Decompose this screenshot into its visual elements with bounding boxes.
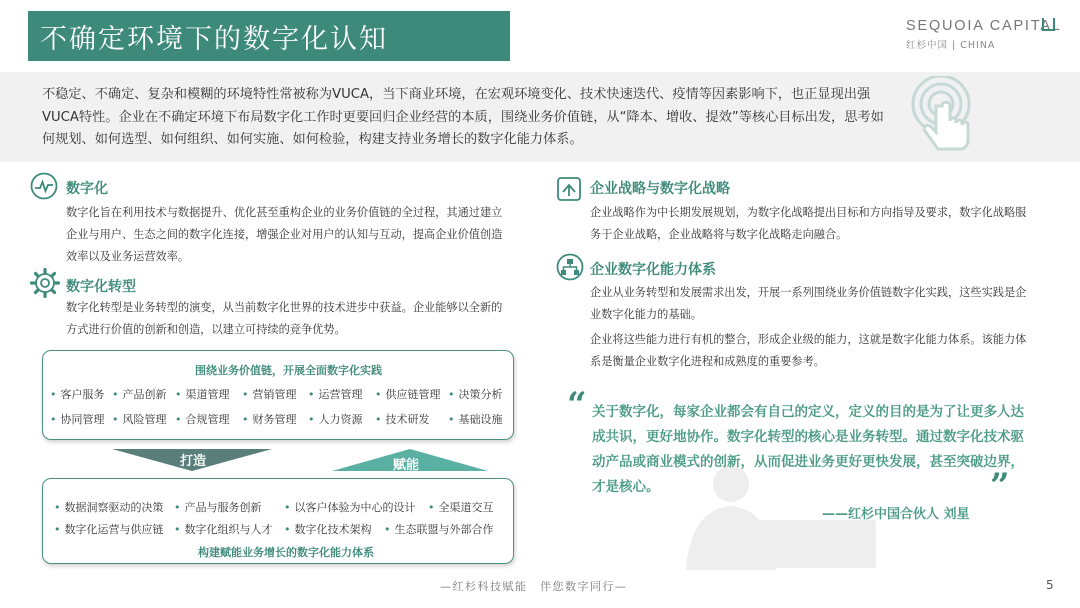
section-body-capability-2: 企业将这些能力进行有机的整合，形成企业级的能力，这就是数字化能力体系。该能力体系是衡量企业数字化进程和成熟度的重要参考。 bbox=[590, 333, 1027, 368]
page-title: 不确定环境下的数字化认知 bbox=[40, 24, 388, 55]
section-body-strategy: 企业战略作为中长期发展规划，为数字化战略提出目标和方向指导及要求，数字化战略服务于企业战略，企业战略将与数字化战略走向融合。 bbox=[590, 206, 1027, 241]
value-chain-tag: • 协同管理 bbox=[50, 411, 105, 427]
capability-tag: • 产品与服务创新 bbox=[174, 499, 262, 515]
section-body-digitization: 数字化旨在利用技术与数据提升、优化甚至重构企业的业务价值链的全过程，其通过建立企业与用户、生态之间的数字化连接，增强企业对用户的认知与互动，提高企业价值创造效率以及业务运营效率。 bbox=[66, 206, 503, 263]
growth-chart-icon bbox=[556, 176, 582, 202]
empower-arrow-label: 赋能 bbox=[393, 458, 420, 473]
value-chain-tag: • 营销管理 bbox=[242, 386, 297, 402]
open-quote-mark: “ bbox=[567, 385, 587, 425]
value-chain-tag: • 供应链管理 bbox=[375, 386, 441, 402]
value-chain-tag: • 运营管理 bbox=[308, 386, 363, 402]
hierarchy-icon bbox=[556, 253, 584, 281]
value-chain-tag: • 决策分析 bbox=[448, 386, 503, 402]
section-title-digitization: 数字化 bbox=[66, 181, 108, 197]
close-quote-mark: ” bbox=[990, 466, 1010, 506]
footer-slogan: —红杉科技赋能 伴您数字同行— bbox=[440, 580, 628, 593]
quote-text: 关于数字化，每家企业都会有自己的定义，定义的目的是为了让更多人达成共识，更好地协作。数字化转型的核心是业务转型。通过数字化技术驱动产品或商业模式的创新，从而促进业务更好更快发展，甚至突破边界，才是核心。 bbox=[592, 404, 1024, 495]
intro-paragraph: 不稳定、不确定、复杂和模糊的环境特性常被称为VUCA，当下商业环境，在宏观环境变化、技术快速迭代、疫情等因素影响下，也正显现出强VUCA特性。企业在不确定环境下布局数字化工作时更要回归企业经营的本质，围绕业务价值链，从“降本、增收、提效”等核心目标出发，思考如何规划、如何选型、如何组织、如何实施、如何检验，构建支持业务增长的数字化能力体系。 bbox=[42, 87, 884, 147]
pulse-chart-icon bbox=[30, 172, 58, 200]
capability-tag: • 全渠道交互 bbox=[428, 499, 494, 515]
section-body-capability-1: 企业从业务转型和发展需求出发，开展一系列围绕业务价值链数字化实践，这些实践是企业数字化能力的基础。 bbox=[590, 286, 1027, 321]
value-chain-tag: • 产品创新 bbox=[112, 386, 167, 402]
section-title-capability: 企业数字化能力体系 bbox=[590, 262, 716, 278]
value-chain-tag: • 风险管理 bbox=[112, 411, 167, 427]
capability-tag: • 数据洞察驱动的决策 bbox=[54, 499, 164, 515]
quote-author: ——红杉中国合伙人 刘星 bbox=[822, 507, 970, 522]
brand-mark-icon bbox=[1042, 18, 1055, 31]
value-chain-tag: • 合规管理 bbox=[175, 411, 230, 427]
capability-tag: • 数字化技术架构 bbox=[284, 521, 372, 537]
brand-subtitle: 红杉中国 | CHINA bbox=[906, 40, 996, 51]
value-chain-tag: • 技术研发 bbox=[375, 411, 430, 427]
capability-tag: • 生态联盟与外部合作 bbox=[384, 521, 494, 537]
section-body-transformation: 数字化转型是业务转型的演变，从当前数字化世界的技术进步中获益。企业能够以全新的方式进行价值的创新和创造，以建立可持续的竞争优势。 bbox=[66, 301, 503, 336]
section-title-transformation: 数字化转型 bbox=[66, 279, 136, 295]
capability-tag: • 数字化组织与人才 bbox=[174, 521, 273, 537]
build-arrow-label: 打造 bbox=[180, 454, 207, 469]
touch-fingerprint-icon bbox=[908, 76, 978, 156]
capability-tag: • 数字化运营与供应链 bbox=[54, 521, 164, 537]
capability-footer: 构建赋能业务增长的数字化能力体系 bbox=[198, 546, 374, 559]
value-chain-tag: • 渠道管理 bbox=[175, 386, 230, 402]
brand-logo-text: SEQUOIA CAPITAL bbox=[906, 18, 1062, 34]
value-chain-heading: 围绕业务价值链，开展全面数字化实践 bbox=[195, 364, 382, 377]
build-empower-arrows bbox=[112, 447, 492, 473]
page-number: 5 bbox=[1046, 578, 1054, 592]
capability-tag: • 以客户体验为中心的设计 bbox=[284, 499, 416, 515]
value-chain-tag: • 财务管理 bbox=[242, 411, 297, 427]
section-title-strategy: 企业战略与数字化战略 bbox=[590, 181, 730, 197]
value-chain-tag: • 人力资源 bbox=[308, 411, 363, 427]
gear-icon bbox=[30, 268, 60, 298]
value-chain-tag: • 基础设施 bbox=[448, 411, 503, 427]
value-chain-tag: • 客户服务 bbox=[50, 386, 105, 402]
